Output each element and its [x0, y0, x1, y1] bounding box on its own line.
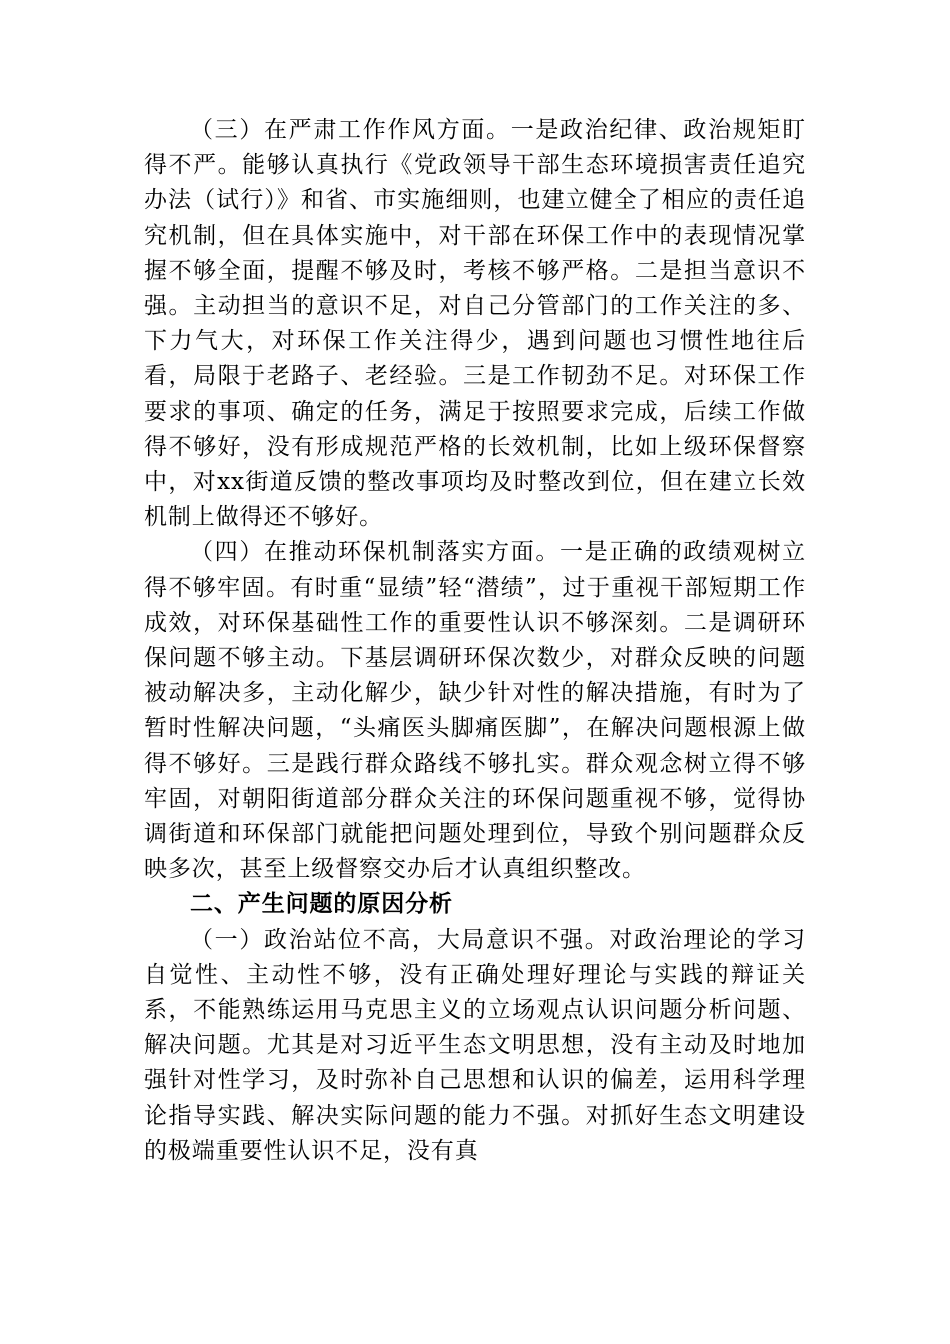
paragraph-political-stance: （一）政治站位不高，大局意识不强。对政治理论的学习自觉性、主动性不够，没有正确处理好理论与实践的辩证关系，不能熟练运用马克思主义的立场观点认识问题分析问题、解决问题。尤其是对习近平生态文明思想，没有主动及时地加强针对性学习，及时弥补自己思想和认识的偏差，运用科学理论指导实践、解决实际问题的能力不强。对抓好生态文明建设的极端重要性认识不足，没有真	[144, 926, 806, 1164]
paragraph-work-style: （三）在严肃工作作风方面。一是政治纪律、政治规矩盯得不严。能够认真执行《党政领导干部生态环境损害责任追究办法（试行）》和省、市实施细则，也建立健全了相应的责任追究机制，但在具体实施中，对干部在环保工作中的表现情况掌握不够全面，提醒不够及时，考核不够严格。二是担当意识不强。主动担当的意识不足，对自己分管部门的工作关注的多、下力气大，对环保工作关注得少，遇到问题也习惯性地往后看，局限于老路子、老经验。三是工作韧劲不足。对环保工作要求的事项、确定的任务，满足于按照要求完成，后续工作做得不够好，没有形成规范严格的长效机制，比如上级环保督察中，对xx街道反馈的整改事项均及时整改到位，但在建立长效机制上做得还不够好。	[144, 117, 806, 531]
section-heading-cause-analysis: 二、产生问题的原因分析	[190, 891, 453, 918]
paragraph-environmental-mechanism: （四）在推动环保机制落实方面。一是正确的政绩观树立得不够牢固。有时重“显绩”轻“潜绩”，过于重视干部短期工作成效，对环保基础性工作的重要性认识不够深刻。二是调研环保问题不够主动。下基层调研环保次数少，对群众反映的问题被动解决多，主动化解少，缺少针对性的解决措施，有时为了暂时性解决问题，“头痛医头脚痛医脚”，在解决问题根源上做得不够好。三是践行群众路线不够扎实。群众观念树立得不够牢固，对朝阳街道部分群众关注的环保问题重视不够，觉得协调街道和环保部门就能把问题处理到位，导致个别问题群众反映多次，甚至上级督察交办后才认真组织整改。	[144, 539, 806, 883]
document-body	[144, 113, 806, 1169]
